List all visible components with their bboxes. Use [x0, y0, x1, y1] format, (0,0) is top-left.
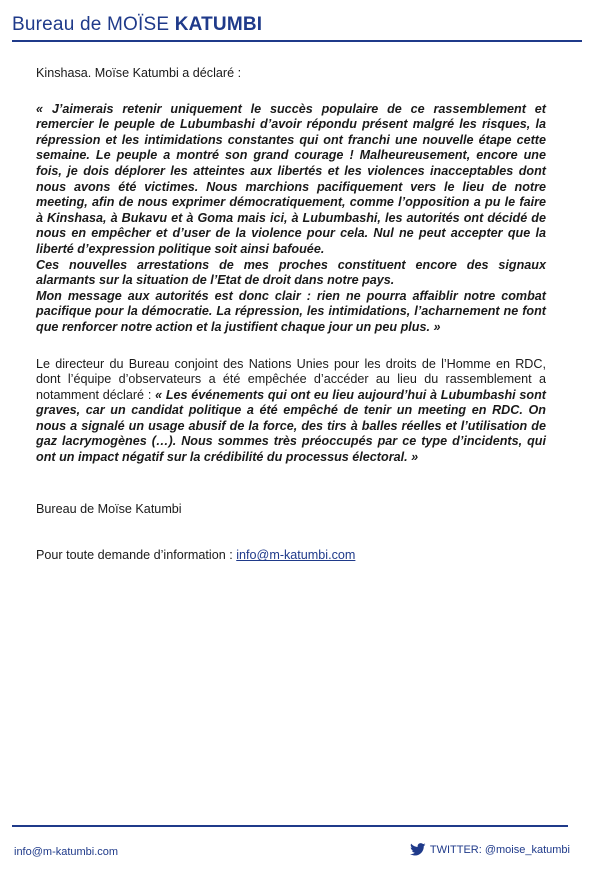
header-divider [12, 40, 582, 42]
un-statement-paragraph [36, 357, 546, 466]
brand-surname: KATUMBI [174, 14, 263, 35]
brand-prefix: Bureau de [12, 14, 107, 35]
document-header [12, 14, 262, 40]
footer-twitter [410, 843, 570, 856]
intro-line: Kinshasa. Moïse Katumbi a déclaré : [36, 66, 242, 80]
un-statement-text: Le directeur du Bureau conjoint des Nations Unies pour les droits de l’Homme en RDC, dont l’équipe d’observateurs a été empêchée d’accéder au lieu du rassemblement a notamment déclaré : [36, 356, 546, 402]
katumbi-quote [36, 102, 546, 336]
un-statement-quote: « Les événements qui ont eu lieu aujourd’hui à Lubumbashi sont graves, car un candidat politique a été empêché de tenir un meeting en RDC. On nous a signalé un usage abusif de la force, des tirs à balles réelles et l’utilisation de gaz lacrymogènes (…). Nous sommes très préoccupés par ce type d’incidents, qui ont un impact négatif sur la crédibilité du processus électoral. » [36, 387, 546, 465]
contact-line [36, 548, 546, 564]
signature: Bureau de Moïse Katumbi [36, 501, 182, 516]
quote-paragraph-2: Ces nouvelles arrestations de mes proches constituent encore des signaux alarmants sur la situation de l’Etat de droit dans notre pays. [36, 257, 546, 288]
footer-divider [12, 825, 568, 827]
document-body [36, 66, 546, 564]
twitter-bird-icon [410, 843, 426, 856]
footer-email: info@m-katumbi.com [14, 846, 119, 858]
brand-logo-text [12, 14, 262, 36]
brand-name: MOÏSE [106, 14, 175, 35]
contact-label: Pour toute demande d’information : [36, 548, 237, 563]
quote-paragraph-1: « J’aimerais retenir uniquement le succès populaire de ce rassemblement et remercier le peuple de Lubumbashi d’avoir répondu présent malgré les risques, la répression et les intimidations constantes qui ont franchi une nouvelle étape cette semaine. Le peuple a montré son grand courage ! Malheureusement, encore une fois, je dois déplorer les atteintes aux libertés et les violences inacceptables dont nous avons été victimes. Nous marchions pacifiquement vers le lieu de notre meeting, afin de nous exprimer démocratiquement, comme l’opposition a pu le faire à Kinshasa, à Bukavu et à Goma mais ici, à Lubumbashi, les autorités ont décidé de nous en empêcher et d’user de la violence pour cela. Nul ne peut accepter que la liberté d’expression politique soit ainsi bafouée. [36, 101, 546, 256]
contact-email-link[interactable]: info@m-katumbi.com [236, 548, 356, 563]
quote-paragraph-3: Mon message aux autorités est donc clair : rien ne pourra affaiblir notre combat pacifique pour la démocratie. La répression, les intimidations, l’acharnement ne font que renforcer notre action et la justifient chaque jour un peu plus. » [36, 288, 546, 334]
twitter-handle: TWITTER: @moise_katumbi [429, 843, 570, 856]
